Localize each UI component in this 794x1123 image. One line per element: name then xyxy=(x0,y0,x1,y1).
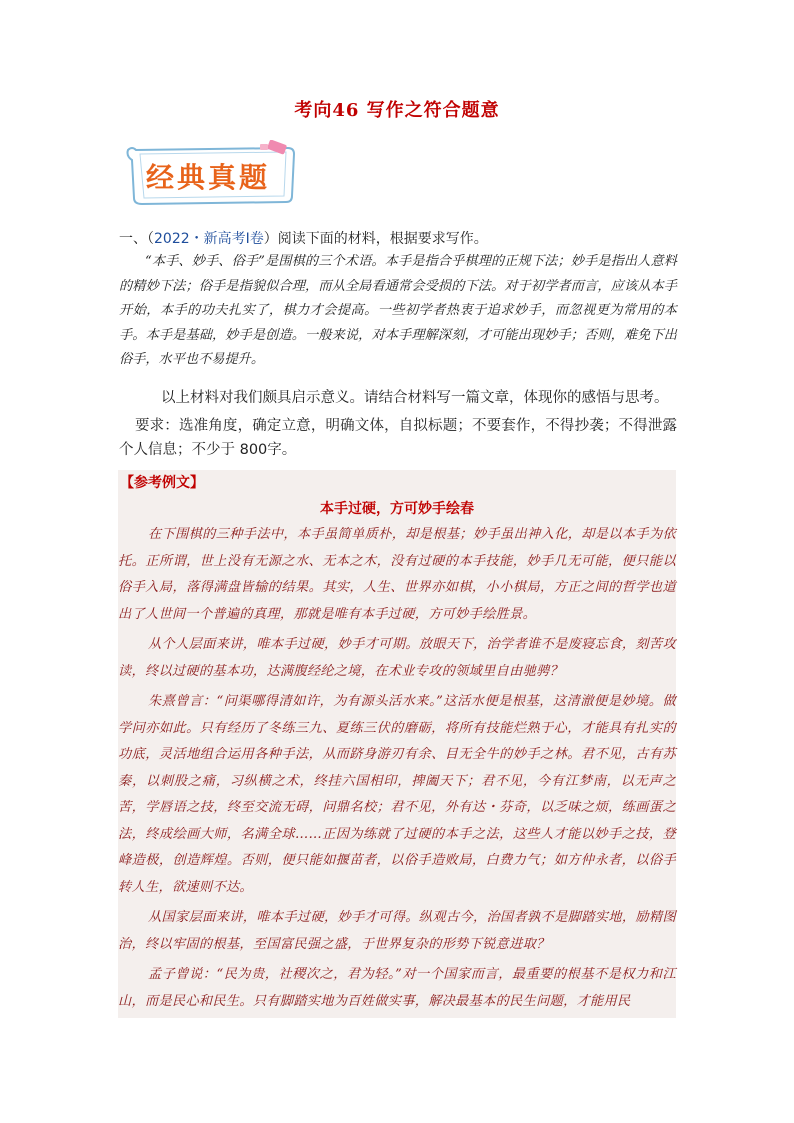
essay-paragraph: 朱熹曾言：“问渠哪得清如许，为有源头活水来。”这活水便是根基，这清澈便是妙境。做学问亦如此。只有经历了冬练三九、夏练三伏的磨砺，将所有技能烂熟于心，才能具有扎实的功底，灵活地组合运用各种手法，从而跻身游刃有余、目无全牛的妙手之林。君不见，古有苏秦，以刺股之痛，习纵横之术，终挂六国相印，捭阖天下；君不见，今有江梦南，以无声之苦，学唇语之技，终至交流无碍，问鼎名校；君不见，外有达・芬奇，以乏味之烦，练画蛋之法，终成绘画大师，名满全球……正因为练就了过硬的本手之法，这些人才能以妙手之技，登峰造极，创造辉煌。否则，便只能如揠苗者，以俗手造败局，白费力气；如方仲永者，以俗手转人生，欲速则不达。 xyxy=(118,694,676,895)
essay-paragraph: 在下围棋的三种手法中，本手虽简单质朴，却是根基；妙手虽出神入化，却是以本手为依托。正所谓，世上没有无源之水、无本之木，没有过硬的本手技能，妙手几无可能，便只能以俗手入局，落得满盘皆输的结果。其实，人生、世界亦如棋，小小棋局，方正之间的哲学也道出了人世间一个普遍的真理，那就是唯有本手过硬，方可妙手绘胜景。 xyxy=(118,527,676,622)
essay-paragraph: 从国家层面来讲，唯本手过硬，妙手才可得。纵观古今，治国者孰不是脚踏实地，励精图治，终以牢固的根基，至国富民强之盛，于世界复杂的形势下锐意进取？ xyxy=(118,910,676,952)
question-suffix: ）阅读下面的材料，根据要求写作。 xyxy=(263,231,488,247)
question-source: 2022・新高考Ⅰ卷 xyxy=(154,231,264,247)
requirement-text: 要求：选准角度，确定立意，明确文体，自拟标题；不要套作，不得抄袭；不得泄露个人信息；不少于 800字。 xyxy=(119,418,677,458)
reference-label: 【参考例文】 xyxy=(120,475,204,491)
essay-paragraph: 孟子曾说：“民为贵，社稷次之，君为轻。”对一个国家而言，最重要的根基不是权力和江山，而是民心和民生。只有脚踏实地为百姓做实事，解决最基本的民生问题，才能用民 xyxy=(118,967,676,1009)
question-prefix: 一、（ xyxy=(119,231,154,247)
banner-label: 经典真题 xyxy=(146,161,271,194)
essay-paragraph: 从个人层面来讲，唯本手过硬，妙手才可期。放眼天下，治学者谁不是废寝忘食，刻苦攻读，终以过硬的基本功，达满腹经纶之境，在术业专攻的领域里自由驰骋？ xyxy=(118,637,676,679)
material-text: “本手、妙手、俗手”是围棋的三个术语。本手是指合乎棋理的正规下法；妙手是指出人意料的精妙下法；俗手是指貌似合理，而从全局看通常会受损的下法。对于初学者而言，应该从本手开始，本手的功夫扎实了，棋力才会提高。一些初学者热衷于追求妙手，而忽视更为常用的本手。本手是基础，妙手是创造。一般来说，对本手理解深刻，才可能出现妙手；否则，难免下出俗手，水平也不易提升。 xyxy=(119,254,677,367)
section-banner xyxy=(120,140,298,206)
page-title: 考向46 写作之符合题意 xyxy=(294,100,500,121)
essay-body xyxy=(118,522,676,1019)
question-line xyxy=(119,228,488,248)
instruction-text: 以上材料对我们颇具启示意义。请结合材料写一篇文章，体现你的感悟与思考。 xyxy=(161,390,669,406)
reference-essay-box xyxy=(118,470,676,1018)
essay-title: 本手过硬，方可妙手绘春 xyxy=(320,501,474,517)
